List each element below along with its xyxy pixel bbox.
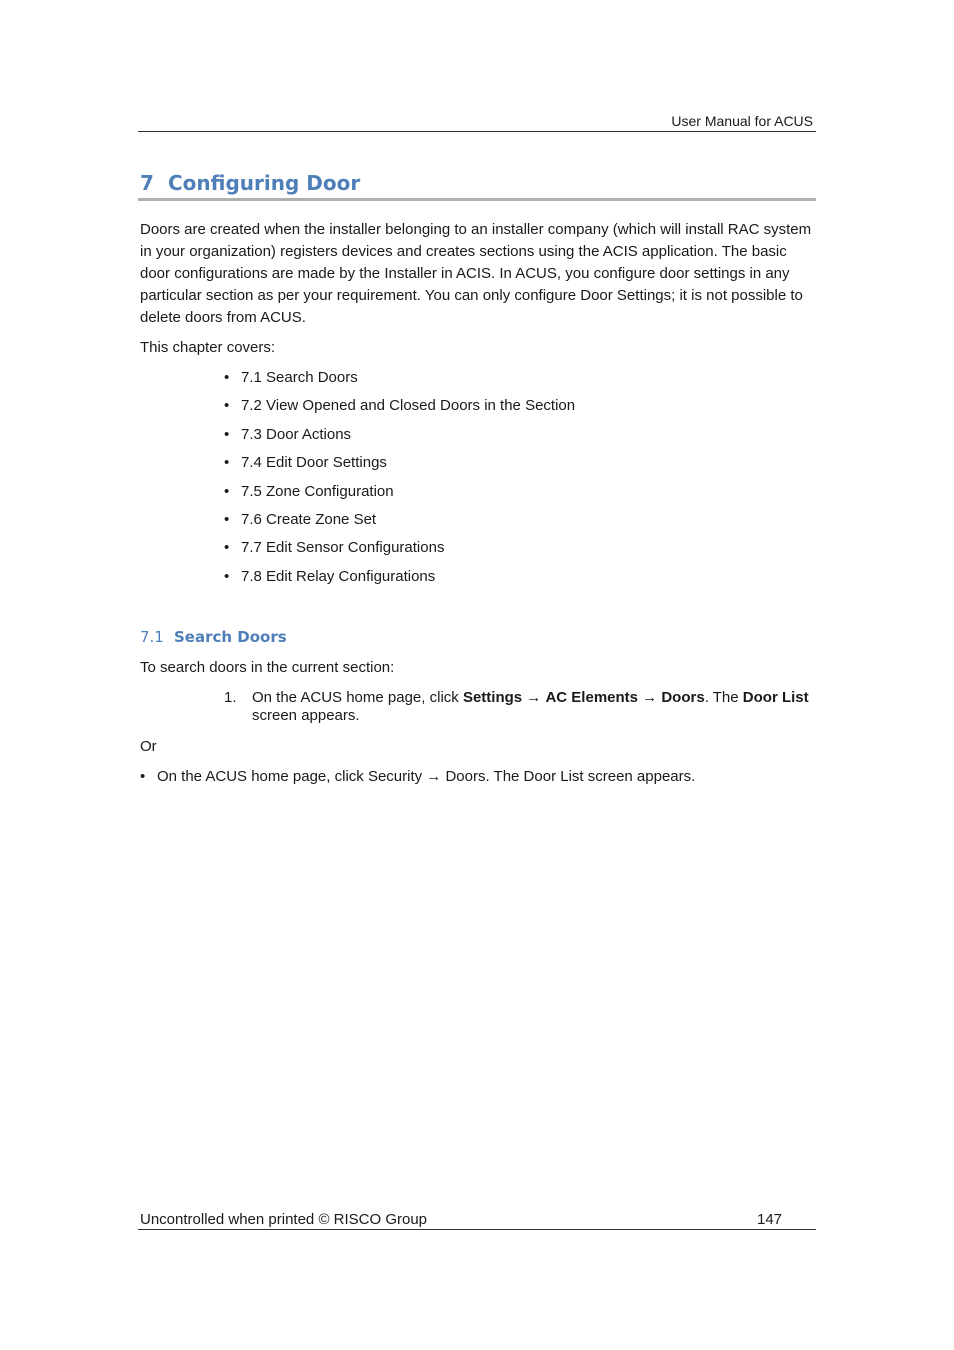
section-title: Search Doors — [174, 628, 287, 646]
section-lead: To search doors in the current section: — [140, 659, 395, 676]
section-number: 7.1 — [140, 628, 164, 646]
arrow-icon: → — [526, 689, 542, 706]
chapter-heading — [140, 171, 360, 195]
toc-item[interactable] — [224, 396, 575, 424]
ac-elements-menu-ref: AC Elements — [545, 689, 638, 706]
page-number: 147 — [757, 1211, 783, 1228]
running-header: User Manual for ACUS — [671, 113, 813, 129]
chapter-contents-list — [224, 368, 575, 595]
toc-item-label: 7.5 Zone Configuration — [241, 482, 394, 500]
toc-item[interactable] — [224, 567, 575, 595]
toc-item[interactable] — [224, 425, 575, 453]
bullet-icon: • — [224, 567, 230, 585]
toc-item[interactable] — [224, 453, 575, 481]
toc-item[interactable] — [224, 538, 575, 566]
door-list-screen-ref: Door List — [742, 689, 809, 706]
toc-item[interactable] — [224, 482, 575, 510]
step-text: screen appears. — [252, 707, 360, 724]
step-text: . The — [704, 689, 743, 706]
bullet-icon: • — [224, 425, 230, 443]
toc-item-label: 7.8 Edit Relay Configurations — [241, 567, 436, 585]
toc-item-label: 7.4 Edit Door Settings — [241, 454, 387, 472]
chapter-divider — [138, 198, 816, 201]
or-label: Or — [140, 738, 157, 755]
bullet-icon: • — [224, 539, 230, 557]
section-heading — [140, 628, 287, 646]
arrow-icon: → — [642, 689, 658, 706]
footer-copyright: Uncontrolled when printed © RISCO Group — [140, 1211, 428, 1228]
step-1 — [224, 689, 814, 725]
bullet-icon: • — [140, 768, 146, 785]
toc-item[interactable] — [224, 368, 575, 396]
step-number: 1. — [224, 689, 237, 706]
bullet-icon: • — [224, 510, 230, 528]
toc-item-label: 7.6 Create Zone Set — [241, 510, 377, 528]
chapter-number: 7 — [140, 171, 154, 195]
toc-item-label: 7.7 Edit Sensor Configurations — [241, 539, 445, 557]
chapter-title: Configuring Door — [168, 171, 361, 195]
covers-label: This chapter covers: — [140, 339, 276, 356]
toc-item[interactable] — [224, 510, 575, 538]
toc-item-label: 7.2 View Opened and Closed Doors in the Section — [241, 397, 576, 415]
intro-paragraph: Doors are created when the installer belonging to an installer company (which will install RAC system in your organization) registers devices and creates sections using the ACIS application. The basic door configurations are made by the Installer in ACIS. In ACUS, you configure door settings in any particular section as per your requirement. You can only configure Door Settings; it is not possible to delete doors from ACUS. — [140, 221, 812, 326]
footer-divider — [138, 1229, 816, 1230]
header-divider — [138, 131, 816, 132]
toc-item-label: 7.1 Search Doors — [241, 369, 358, 386]
bullet-icon: • — [224, 454, 230, 472]
step-text: On the ACUS home page, click — [252, 689, 463, 706]
settings-menu-ref: Settings — [462, 689, 523, 706]
doors-menu-ref: Doors — [661, 689, 705, 706]
bullet-icon: • — [224, 369, 230, 386]
alternative-step — [140, 768, 695, 785]
bullet-icon: • — [224, 482, 230, 500]
bullet-icon: • — [224, 397, 230, 415]
alternative-step-text: On the ACUS home page, click Security → Doors. The Door List screen appears. — [157, 768, 696, 785]
step-body — [252, 689, 814, 725]
toc-item-label: 7.3 Door Actions — [241, 425, 352, 443]
